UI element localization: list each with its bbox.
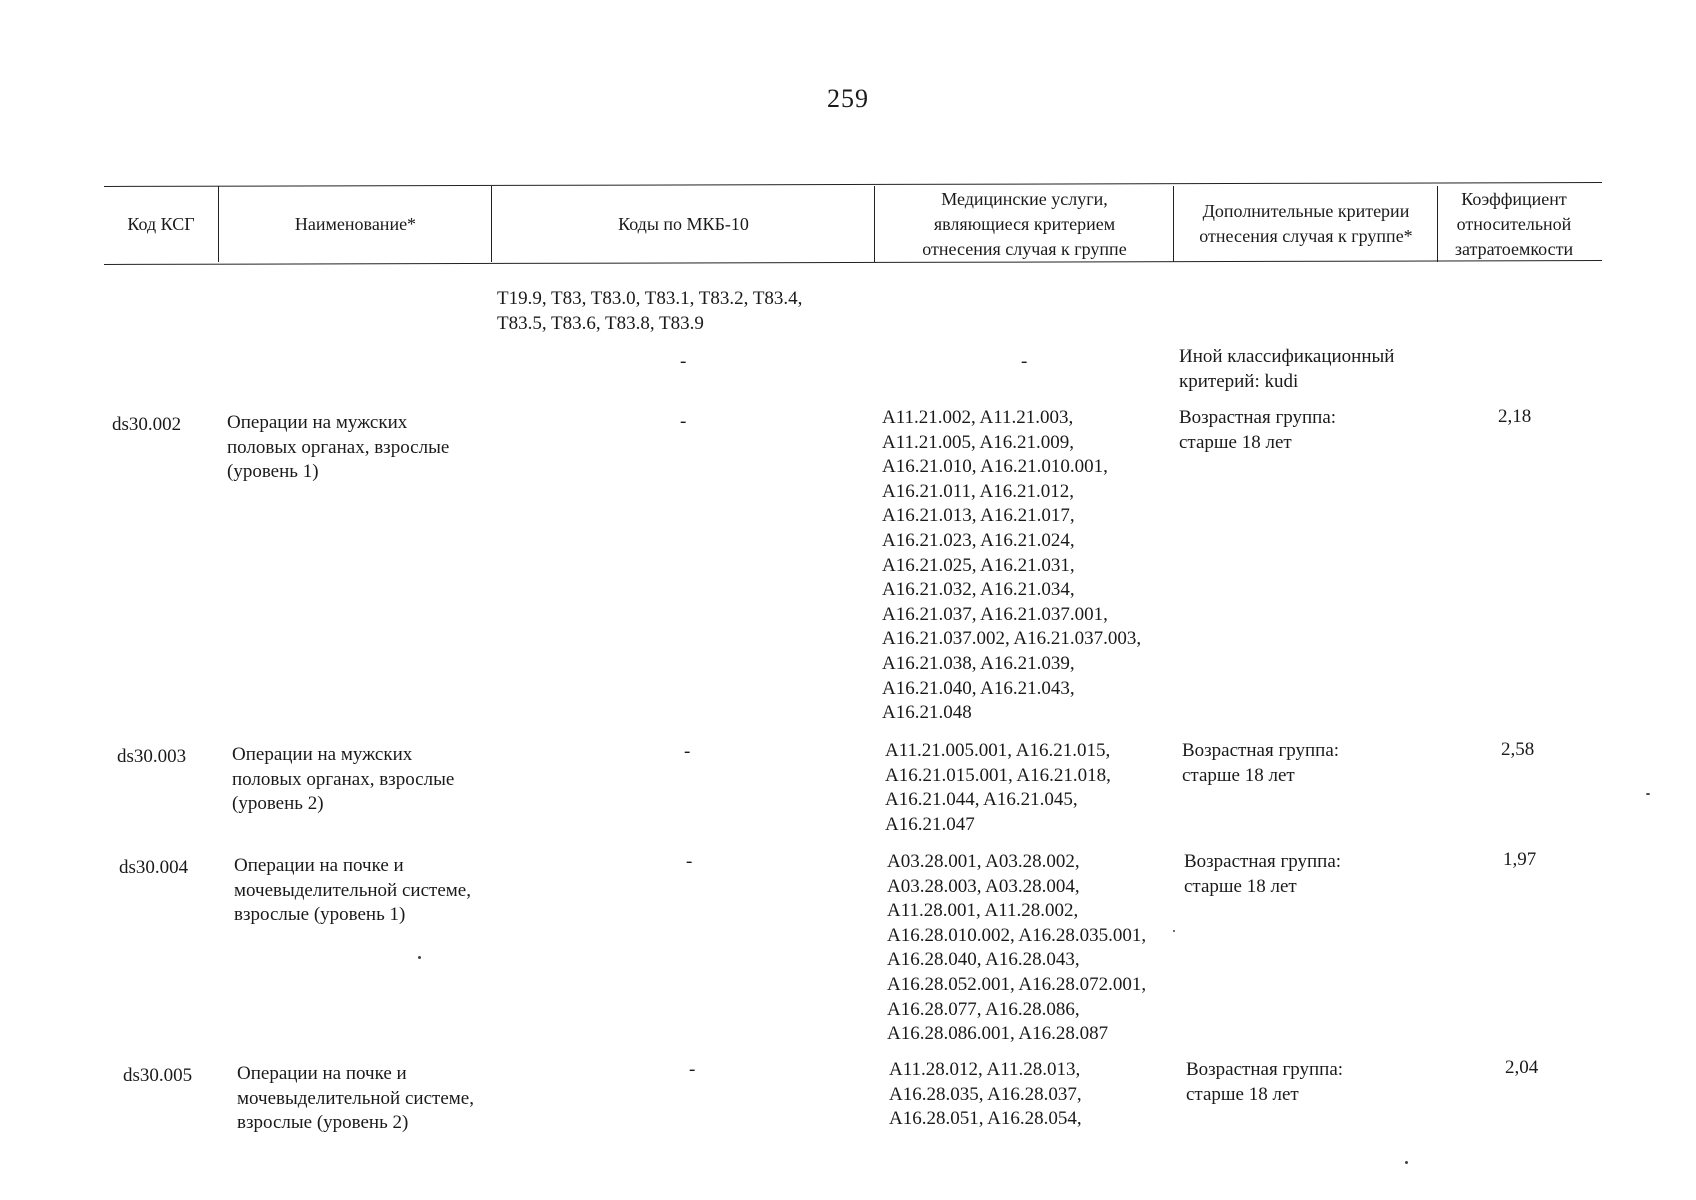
criteria: Иной классификационный критерий: kudi [1179,346,1395,392]
criteria: Возрастная группа: старше 18 лет [1182,740,1340,786]
ksg-code: ds30.005 [123,1065,193,1086]
page-number: 259 [827,84,869,113]
coefficient: 1,97 [1503,849,1537,870]
icd-dash: - [684,741,691,762]
ksg-name: Операции на мужских половых органах, взрослые (уровень 2) [232,744,455,814]
scan-speck [418,956,421,959]
header-services: Медицинские услуги, являющиеся критерием отнесения случая к группе [922,188,1127,259]
icd-dash: - [680,351,687,372]
icd-dash: - [689,1059,696,1080]
coefficient: 2,04 [1505,1057,1539,1078]
medical-services: A11.28.012, A11.28.013, A16.28.035, A16.28.037, A16.28.051, A16.28.054, [889,1059,1082,1130]
column-divider [491,186,492,262]
column-divider [1437,186,1438,262]
icd-codes: T19.9, T83, T83.0, T83.1, T83.2, T83.4, T83.5, T83.6, T83.8, T83.9 [497,288,803,334]
ksg-code: ds30.003 [117,746,187,767]
ksg-name: Операции на почке и мочевыделительной системе, взрослые (уровень 1) [234,855,471,925]
header-name: Наименование* [294,213,417,234]
icd-dash: - [686,851,693,872]
icd-dash: - [680,411,687,432]
scan-speck [1405,1161,1408,1164]
header-code: Код КСГ [127,213,195,234]
ksg-name: Операции на мужских половых органах, взрослые (уровень 1) [227,412,450,482]
medical-services: A11.21.002, A11.21.003, A11.21.005, A16.21.009, A16.21.010, A16.21.010.001, A16.21.011, A16.21.012, A16.21.013, A16.21.017, A16.21.023, A16.21.024, A16.21.025, A16.21.031, A16.21.032, A16.21.034, A16.21.037, A16.21.037.001, A16.21.037.002, A16.21.037.003, A16.21.038, A16.21.039, A16.21.040, A16.21.043, A16.21.048 [882,407,1142,724]
ksg-name: Операции на почке и мочевыделительной системе, взрослые (уровень 2) [237,1063,474,1133]
scan-speck [1646,793,1650,795]
ksg-code: ds30.002 [112,414,182,435]
column-divider [1173,186,1174,262]
coefficient: 2,58 [1501,739,1535,760]
column-divider [218,186,219,262]
column-divider [874,186,875,262]
header-criteria: Дополнительные критерии отнесения случая к группе* [1199,201,1413,246]
criteria: Возрастная группа: старше 18 лет [1179,407,1337,453]
header-coefficient: Коэффициент относительной затратоемкости [1454,188,1574,259]
services-dash: - [1021,351,1028,372]
header-icd10: Коды по МКБ-10 [618,213,749,234]
medical-services: A03.28.001, A03.28.002, A03.28.003, A03.28.004, A11.28.001, A11.28.002, A16.28.010.002, A16.28.035.001, A16.28.040, A16.28.043, A16.28.052.001, A16.28.072.001, A16.28.077, A16.28.086, A16.28.086.001, A16.28.087 [887,851,1147,1045]
coefficient: 2,18 [1498,406,1532,427]
medical-services: A11.21.005.001, A16.21.015, A16.21.015.001, A16.21.018, A16.21.044, A16.21.045, A16.21.047 [885,740,1111,835]
criteria: Возрастная группа: старше 18 лет [1186,1059,1344,1105]
criteria: Возрастная группа: старше 18 лет [1184,851,1342,897]
ksg-code: ds30.004 [119,857,189,878]
scan-speck [1173,930,1175,932]
